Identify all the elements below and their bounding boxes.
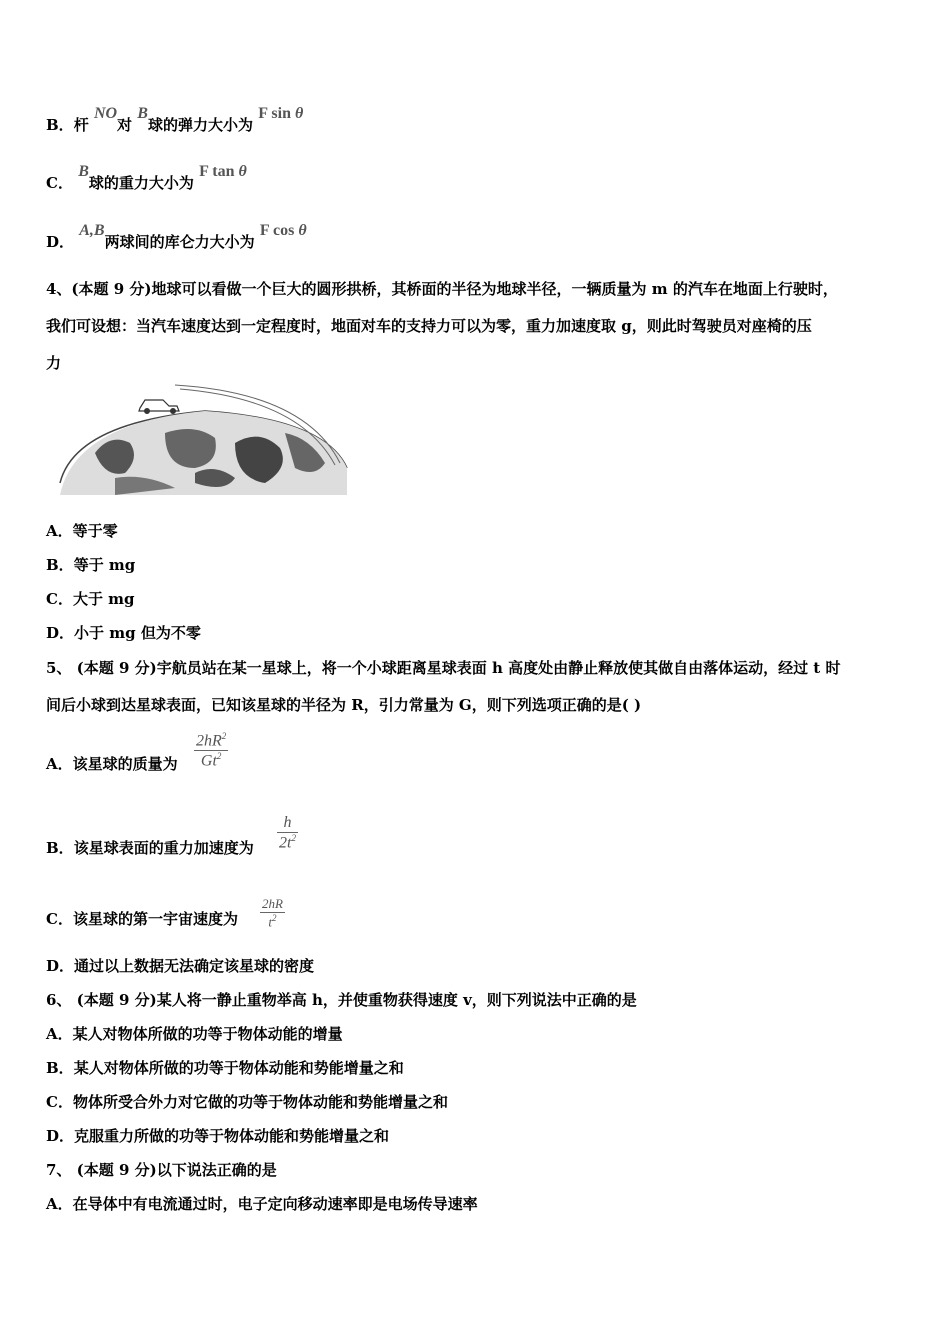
option-letter: B．: [46, 116, 74, 134]
q3-option-d: [46, 222, 307, 253]
option-letter: A．: [46, 522, 73, 540]
math-b: B: [137, 105, 148, 122]
denominator: 2t: [279, 834, 292, 852]
car-icon: [139, 400, 179, 414]
exponent: 2: [291, 833, 296, 843]
option-letter: C．: [46, 590, 73, 608]
denominator: t: [268, 914, 273, 930]
q4-option-a: [46, 521, 118, 541]
exponent: 2: [221, 731, 227, 741]
q4-stem: [46, 271, 906, 382]
q3-option-c: [46, 163, 247, 194]
fraction-2hr2-over-gt2: [194, 731, 228, 771]
numerator: 2hR: [262, 896, 283, 911]
option-text: 克服重力所做的功等于物体动能和势能增量之和: [74, 1127, 390, 1145]
q4-option-b: [46, 555, 135, 575]
q5-option-c: [46, 909, 238, 929]
q7-stem: 7、 (本题 9 分)以下说法正确的是: [46, 1161, 277, 1179]
numerator: h: [283, 814, 292, 831]
earth-car-figure: [55, 383, 350, 495]
option-text: 等于零: [72, 522, 118, 540]
option-text: 杆: [73, 116, 89, 134]
option-letter: B．: [46, 1059, 74, 1077]
q5-stem: [46, 650, 906, 724]
q5-option-a: [46, 754, 178, 774]
math-expr: F tan: [199, 163, 235, 180]
option-text: 在导体中有电流通过时，电子定向移动速率即是电场传导速率: [72, 1195, 478, 1213]
q4-stem-line: 4、(本题 9 分)地球可以看做一个巨大的圆形拱桥，其桥面的半径为地球半径，一辆质量为 m 的汽车在地面上行驶时，: [46, 280, 838, 298]
math-ab: A,B: [79, 222, 105, 239]
q6-option-a: [46, 1024, 343, 1044]
option-text: 球的重力大小为: [88, 174, 194, 192]
fraction-h-over-2t2: [277, 814, 298, 852]
numerator: 2hR: [196, 732, 222, 750]
q4-stem-line: 我们可设想：当汽车速度达到一定程度时，地面对车的支持力可以为零，重力加速度取 g，则此时驾驶员对座椅的压: [46, 317, 812, 335]
math-no: NO: [93, 105, 118, 122]
q6-option-c: [46, 1092, 448, 1112]
q4-stem-line: 力: [46, 354, 62, 372]
q4-option-d: [46, 623, 201, 643]
option-text: 对: [117, 116, 133, 134]
q5-option-d: [46, 956, 314, 976]
option-letter: A．: [46, 755, 73, 773]
option-letter: D．: [46, 233, 75, 251]
math-var: θ: [294, 105, 304, 122]
math-var: θ: [238, 163, 247, 180]
q6-option-d: [46, 1126, 389, 1146]
option-letter: D．: [46, 624, 75, 642]
math-expr: F cos: [259, 222, 295, 239]
option-text: 物体所受合外力对它做的功等于物体动能和势能增量之和: [72, 1093, 448, 1111]
option-text: 等于 mg: [73, 556, 136, 574]
q5-stem-line: 5、 (本题 9 分)宇航员站在某一星球上，将一个小球距离星球表面 h 高度处由静止释放使其做自由落体运动，经过 t 时: [46, 659, 841, 677]
option-letter: A．: [46, 1195, 73, 1213]
q6-option-b: [46, 1058, 404, 1078]
option-letter: C．: [46, 910, 73, 928]
option-text: 两球间的库仑力大小为: [104, 233, 255, 251]
math-b: B: [78, 163, 89, 180]
math-var: θ: [298, 222, 307, 239]
q7-option-a: [46, 1194, 478, 1214]
q3-option-b: [46, 105, 304, 136]
q5-stem-line: 间后小球到达星球表面，已知该星球的半径为 R，引力常量为 G，则下列选项正确的是( ): [46, 696, 642, 714]
option-text: 该星球的质量为: [72, 755, 178, 773]
option-letter: D．: [46, 957, 75, 975]
option-letter: C．: [46, 1093, 73, 1111]
option-letter: B．: [46, 839, 74, 857]
option-text: 通过以上数据无法确定该星球的密度: [74, 957, 315, 975]
q4-option-c: [46, 589, 135, 609]
option-text: 某人对物体所做的功等于物体动能和势能增量之和: [73, 1059, 404, 1077]
option-letter: C．: [46, 174, 73, 192]
option-text: 该星球表面的重力加速度为: [73, 839, 254, 857]
option-text: 球的弹力大小为: [147, 116, 253, 134]
option-text: 某人对物体所做的功等于物体动能的增量: [72, 1025, 343, 1043]
option-text: 小于 mg 但为不零: [74, 624, 201, 642]
option-letter: B．: [46, 556, 74, 574]
option-text: 大于 mg: [72, 590, 135, 608]
denominator: Gt: [200, 752, 217, 770]
exponent: 2: [272, 913, 277, 923]
q6-stem: 6、 (本题 9 分)某人将一静止重物举高 h，并使重物获得速度 v，则下列说法中正确的是: [46, 991, 637, 1009]
q5-option-b: [46, 838, 254, 858]
math-expr: F sin: [258, 105, 291, 122]
fraction-2hr-over-t2: [260, 896, 285, 930]
option-letter: A．: [46, 1025, 73, 1043]
option-text: 该星球的第一宇宙速度为: [72, 910, 238, 928]
option-letter: D．: [46, 1127, 75, 1145]
exponent: 2: [216, 751, 222, 762]
